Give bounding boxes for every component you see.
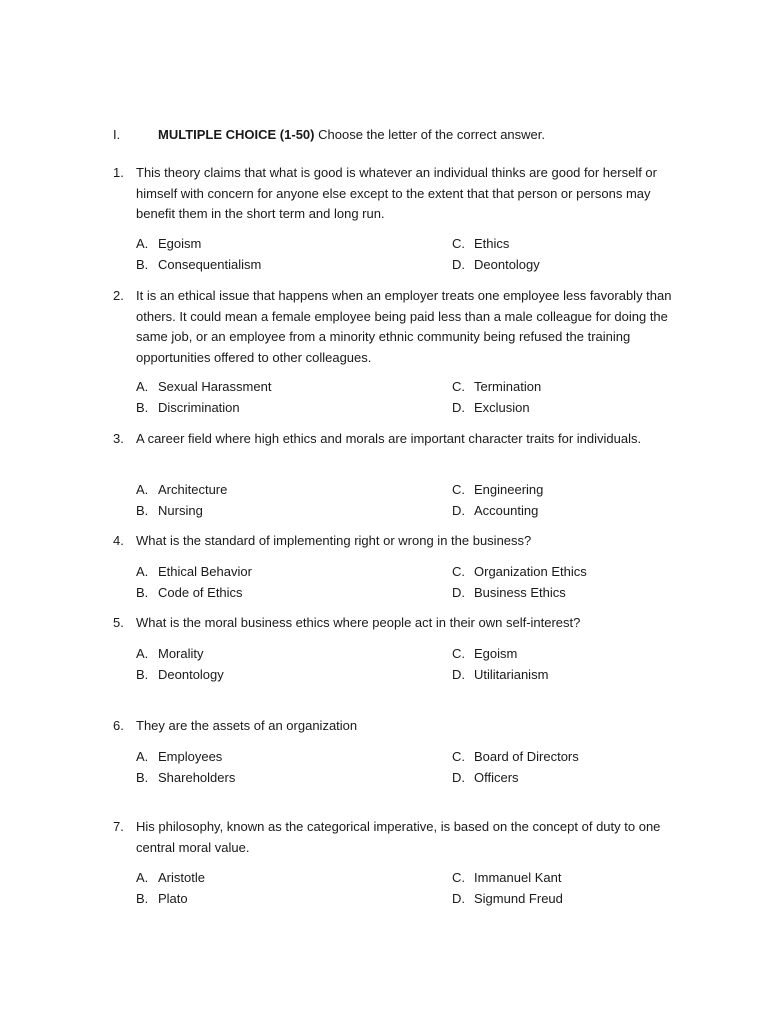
- option-letter: C.: [452, 870, 465, 885]
- option-text: Utilitarianism: [474, 666, 549, 682]
- option-text: Deontology: [474, 256, 540, 272]
- question-number: 7.: [113, 819, 124, 834]
- question-number: 5.: [113, 615, 124, 630]
- option-letter: D.: [452, 399, 465, 415]
- option-letter: B.: [136, 256, 149, 272]
- option-text: Consequentialism: [158, 256, 262, 272]
- option-letter: D.: [452, 584, 465, 600]
- option-text: Immanuel Kant: [474, 870, 562, 885]
- option-letter: B.: [136, 769, 149, 785]
- option-text: Aristotle: [158, 870, 205, 885]
- question-number: 3.: [113, 431, 124, 446]
- option-letter: A.: [136, 646, 149, 661]
- option-text: Sexual Harassment: [158, 379, 272, 394]
- option-letter: C.: [452, 379, 465, 394]
- option-letter: D.: [452, 256, 465, 272]
- option-letter: C.: [452, 749, 465, 764]
- option-list: [136, 747, 677, 789]
- question-number: 1.: [113, 165, 124, 180]
- option-letter: B.: [136, 502, 149, 518]
- question-number: 2.: [113, 288, 124, 303]
- option-text: Egoism: [158, 236, 202, 251]
- option-text: Shareholders: [158, 769, 236, 785]
- section-number: I.: [113, 127, 121, 142]
- option-text: Sigmund Freud: [474, 890, 563, 906]
- section-title: MULTIPLE CHOICE (1-50): [158, 127, 315, 142]
- option-text: Accounting: [474, 502, 539, 518]
- option-text: Architecture: [158, 482, 228, 497]
- option-letter: A.: [136, 379, 149, 394]
- option-text: Officers: [474, 769, 519, 785]
- option-text: Termination: [474, 379, 542, 394]
- question-text: It is an ethical issue that happens when an employer treats one employee less favorably than others. It could mean a female employee being paid less than a male colleague for doing the same job, or an employee from a minority ethnic community being refused the training opportunities offered to other colleagues.: [136, 288, 672, 365]
- option-letter: B.: [136, 666, 149, 682]
- option-letter: B.: [136, 584, 149, 600]
- section-header: [113, 125, 713, 145]
- option-letter: D.: [452, 890, 465, 906]
- option-list: [136, 480, 677, 522]
- option-letter: C.: [452, 564, 465, 579]
- option-letter: A.: [136, 482, 149, 497]
- option-text: Engineering: [474, 482, 544, 497]
- option-list: [136, 868, 677, 910]
- question-text: This theory claims that what is good is whatever an individual thinks are good for herself or himself with concern for anyone else except to the extent that that person or persons may benefit them in the short term and long run.: [136, 165, 657, 221]
- option-text: Board of Directors: [474, 749, 579, 764]
- option-list: [136, 562, 677, 604]
- option-letter: B.: [136, 399, 149, 415]
- question-text: A career field where high ethics and morals are important character traits for individuals.: [136, 431, 642, 446]
- section-heading: [158, 125, 545, 145]
- question-text: His philosophy, known as the categorical imperative, is based on the concept of duty to one central moral value.: [136, 819, 661, 855]
- option-letter: C.: [452, 236, 465, 251]
- option-text: Exclusion: [474, 399, 530, 415]
- option-text: Code of Ethics: [158, 584, 243, 600]
- option-letter: A.: [136, 870, 149, 885]
- option-letter: A.: [136, 749, 149, 764]
- question-number: 6.: [113, 718, 124, 733]
- option-letter: D.: [452, 666, 465, 682]
- option-letter: D.: [452, 769, 465, 785]
- option-letter: C.: [452, 646, 465, 661]
- question-text: What is the moral business ethics where people act in their own self-interest?: [136, 615, 581, 630]
- option-text: Deontology: [158, 666, 224, 682]
- option-text: Discrimination: [158, 399, 240, 415]
- option-letter: B.: [136, 890, 149, 906]
- option-list: [136, 377, 677, 419]
- option-letter: C.: [452, 482, 465, 497]
- question-number: 4.: [113, 533, 124, 548]
- question-text: They are the assets of an organization: [136, 718, 358, 733]
- option-letter: A.: [136, 564, 149, 579]
- option-text: Business Ethics: [474, 584, 566, 600]
- option-text: Ethics: [474, 236, 510, 251]
- option-text: Plato: [158, 890, 188, 906]
- option-text: Nursing: [158, 502, 203, 518]
- option-text: Organization Ethics: [474, 564, 587, 579]
- question-text: What is the standard of implementing right or wrong in the business?: [136, 533, 532, 548]
- option-letter: D.: [452, 502, 465, 518]
- option-text: Employees: [158, 749, 223, 764]
- option-list: [136, 644, 677, 686]
- option-list: [136, 234, 677, 276]
- option-text: Ethical Behavior: [158, 564, 252, 579]
- option-letter: A.: [136, 236, 149, 251]
- option-text: Egoism: [474, 646, 518, 661]
- option-text: Morality: [158, 646, 204, 661]
- section-instruction: Choose the letter of the correct answer.: [314, 127, 546, 142]
